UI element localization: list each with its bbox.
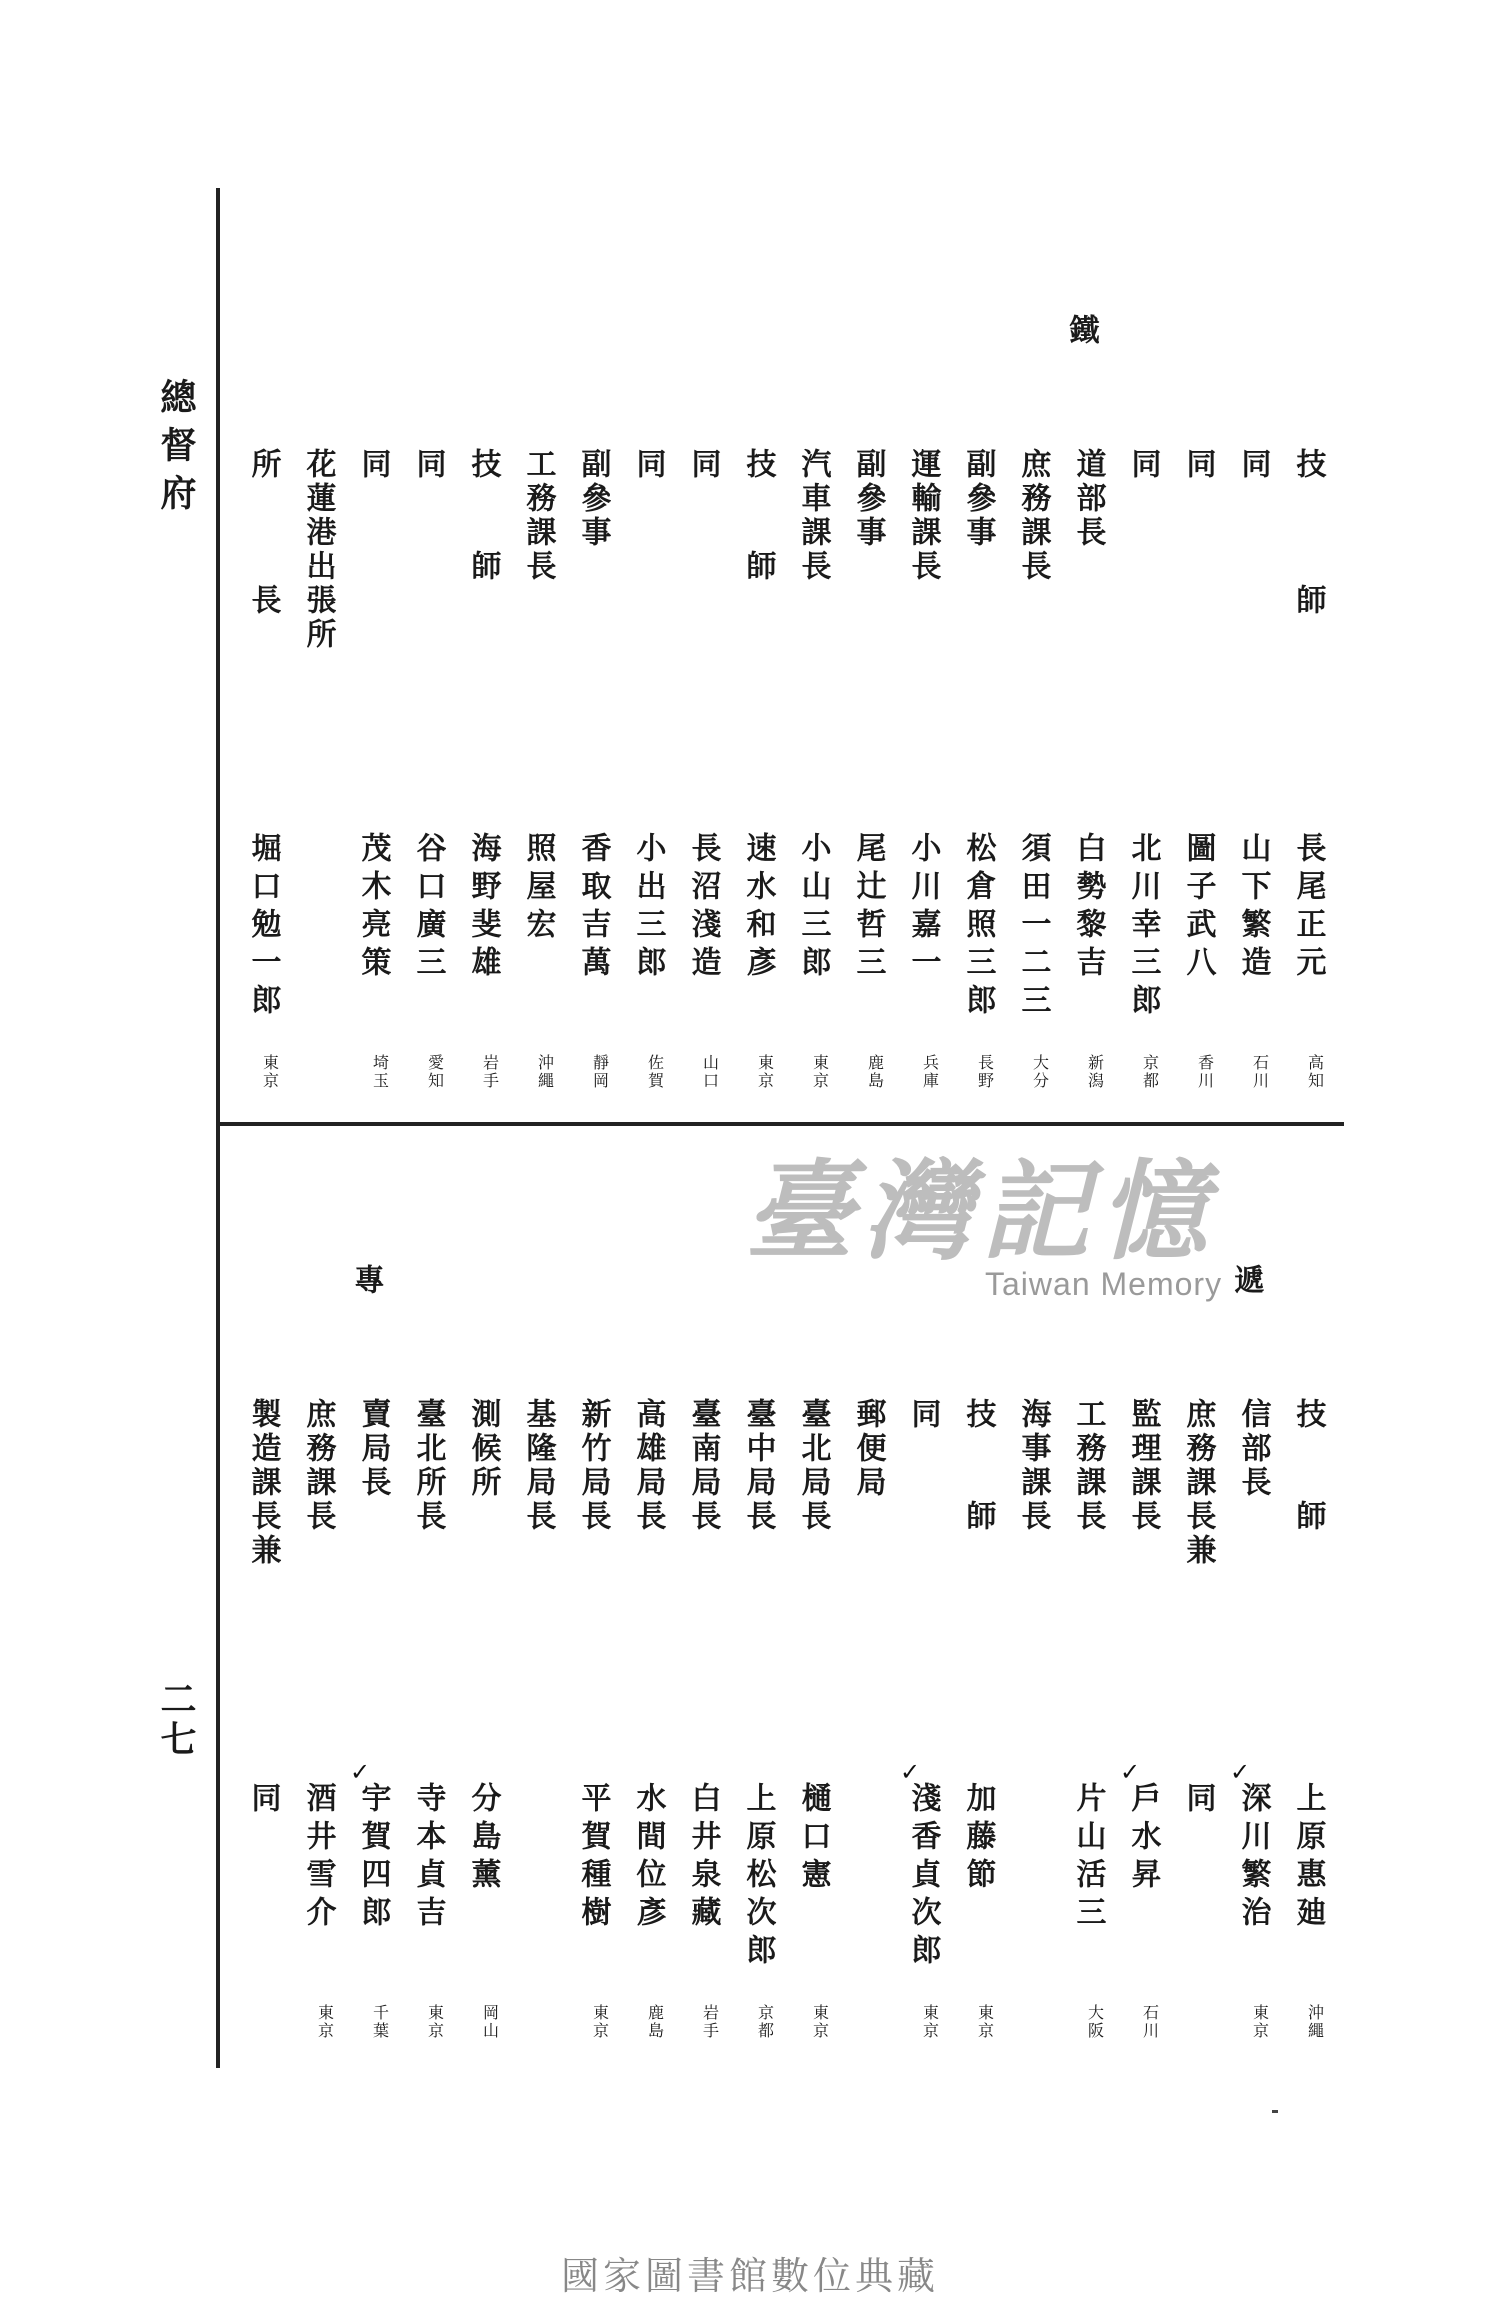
position-title: 花蓮港出張所 xyxy=(300,448,336,652)
prefecture-label: 靜岡 xyxy=(590,1054,610,1090)
roster-column xyxy=(780,390,835,1110)
person-name: 水間位彥 xyxy=(630,1782,666,1934)
prefecture-label: 岡山 xyxy=(480,2004,500,2040)
checkmark: ✓ xyxy=(1120,1758,1141,1786)
person-name: 須田一二三 xyxy=(1015,832,1051,1022)
checkmark: ✓ xyxy=(1230,1758,1251,1786)
roster-column xyxy=(340,390,395,1110)
prefecture-label: 新潟 xyxy=(1085,1054,1105,1090)
position-title: 庶務課長 xyxy=(300,1398,336,1534)
roster-column xyxy=(1055,1340,1110,2060)
person-name: 尾辻哲三 xyxy=(850,832,886,984)
person-name: 山下繁造 xyxy=(1235,832,1271,984)
roster-column xyxy=(670,1340,725,2060)
prefecture-label: 大分 xyxy=(1030,1054,1050,1090)
roster-column xyxy=(1110,1340,1165,2060)
prefecture-label: 岩手 xyxy=(700,2004,720,2040)
prefecture-label xyxy=(238,2004,278,2060)
person-name: 分島薰 xyxy=(465,1782,501,1896)
position-title: 郵便局 xyxy=(850,1398,886,1500)
position-title: 賣局長 xyxy=(355,1398,391,1500)
roster-column xyxy=(230,1340,285,2060)
person-name: 小山三郎 xyxy=(795,832,831,984)
roster-column xyxy=(505,1340,560,2060)
person-name xyxy=(513,1782,553,1992)
prefecture-label: 東京 xyxy=(1250,2004,1270,2040)
person-name: 寺本貞吉 xyxy=(410,1782,446,1934)
roster-column xyxy=(1000,1340,1055,2060)
person-name xyxy=(843,1782,883,1992)
top-roster-section xyxy=(230,314,1330,1110)
taiwan-memory-watermark xyxy=(745,1149,1245,1328)
position-title: 監理課長 xyxy=(1125,1398,1161,1534)
roster-column xyxy=(1055,314,1110,1110)
prefecture-label: 東京 xyxy=(755,1054,775,1090)
roster-column xyxy=(450,390,505,1110)
section-header-char: 遞 xyxy=(1228,1264,1264,1300)
person-name: 淺香貞次郎 xyxy=(905,1782,941,1972)
position-title: 新竹局長 xyxy=(575,1398,611,1534)
roster-column xyxy=(1165,390,1220,1110)
position-title: 庶務課長兼 xyxy=(1180,1398,1216,1568)
horizontal-rule xyxy=(216,1122,1344,1126)
position-title: 測候所 xyxy=(465,1398,501,1500)
position-title: 基隆局長 xyxy=(520,1398,556,1534)
person-name: 海野斐雄 xyxy=(465,832,501,984)
position-title: 製造課長兼 xyxy=(245,1398,281,1568)
position-title: 臺北所長 xyxy=(410,1398,446,1534)
position-title: 同 xyxy=(355,448,391,482)
position-title: 庶務課長 xyxy=(1015,448,1051,584)
position-title: 副參事 xyxy=(960,448,996,550)
person-name: 片山活三 xyxy=(1070,1782,1106,1934)
person-name: 小川嘉一 xyxy=(905,832,941,984)
prefecture-label: 京都 xyxy=(755,2004,775,2040)
person-name xyxy=(293,832,333,1042)
person-name: 小出三郎 xyxy=(630,832,666,984)
position-title: 工務課長 xyxy=(520,448,556,584)
roster-column xyxy=(890,1340,945,2060)
prefecture-label: 東京 xyxy=(810,1054,830,1090)
prefecture-label: 東京 xyxy=(920,2004,940,2040)
position-title: 同 xyxy=(1235,448,1271,482)
person-name: 同 xyxy=(245,1782,281,1820)
person-name: 戶水昇 xyxy=(1125,1782,1161,1896)
position-title: 所 長 xyxy=(245,448,281,618)
prefecture-label: 鹿島 xyxy=(865,1054,885,1090)
prefecture-label xyxy=(1008,2004,1048,2060)
roster-column xyxy=(1275,1340,1330,2060)
watermark-chinese: 臺灣記憶 xyxy=(745,1149,1218,1275)
margin-title: 總督府 xyxy=(155,378,197,522)
prefecture-label: 千葉 xyxy=(370,2004,390,2040)
roster-column xyxy=(1275,390,1330,1110)
position-title: 副參事 xyxy=(850,448,886,550)
roster-column xyxy=(615,1340,670,2060)
section-header-char: 鐵 xyxy=(1063,314,1099,350)
prefecture-label: 東京 xyxy=(975,2004,995,2040)
position-title: 同 xyxy=(685,448,721,482)
roster-column xyxy=(780,1340,835,2060)
person-name: 白勢黎吉 xyxy=(1070,832,1106,984)
person-name: 北川幸三郎 xyxy=(1125,832,1161,1022)
roster-column xyxy=(1165,1340,1220,2060)
footer-archive-label: 國家圖書館數位典藏 xyxy=(560,2254,939,2298)
position-title: 高雄局長 xyxy=(630,1398,666,1534)
section-header-char: 專 xyxy=(348,1264,384,1300)
position-title: 技 師 xyxy=(960,1398,996,1534)
person-name: 照屋宏 xyxy=(520,832,556,946)
prefecture-label xyxy=(843,2004,883,2060)
position-title: 技 師 xyxy=(1290,1398,1326,1534)
prefecture-label: 東京 xyxy=(810,2004,830,2040)
vertical-rule xyxy=(216,188,220,2068)
roster-column xyxy=(560,390,615,1110)
position-title: 工務課長 xyxy=(1070,1398,1106,1534)
checkmark: ✓ xyxy=(900,1758,921,1786)
roster-column xyxy=(725,1340,780,2060)
prefecture-label: 佐賀 xyxy=(645,1054,665,1090)
position-title: 臺中局長 xyxy=(740,1398,776,1534)
person-name: 加藤節 xyxy=(960,1782,996,1896)
roster-column xyxy=(1000,390,1055,1110)
person-name: 茂木亮策 xyxy=(355,832,391,984)
prefecture-label: 長野 xyxy=(975,1054,995,1090)
prefecture-label: 兵庫 xyxy=(920,1054,940,1090)
position-title: 海事課長 xyxy=(1015,1398,1051,1534)
position-title: 臺北局長 xyxy=(795,1398,831,1534)
roster-column xyxy=(1220,1264,1275,2060)
roster-column xyxy=(615,390,670,1110)
roster-column xyxy=(340,1264,395,2060)
position-title: 信部長 xyxy=(1235,1398,1271,1500)
prefecture-label: 埼玉 xyxy=(370,1054,390,1090)
person-name: 白井泉藏 xyxy=(685,1782,721,1934)
prefecture-label xyxy=(513,2004,553,2060)
roster-column xyxy=(230,390,285,1110)
position-title: 技 師 xyxy=(465,448,501,584)
position-title: 同 xyxy=(1125,448,1161,482)
roster-column xyxy=(395,1340,450,2060)
prefecture-label: 山口 xyxy=(700,1054,720,1090)
stray-mark xyxy=(1272,2110,1278,2113)
prefecture-label: 香川 xyxy=(1195,1054,1215,1090)
roster-column xyxy=(725,390,780,1110)
roster-column xyxy=(505,390,560,1110)
roster-column xyxy=(945,1340,1000,2060)
prefecture-label xyxy=(293,1054,333,1110)
watermark-english: Taiwan Memory xyxy=(985,1266,1223,1302)
prefecture-label: 高知 xyxy=(1305,1054,1325,1090)
position-title: 同 xyxy=(1180,448,1216,482)
position-title: 臺南局長 xyxy=(685,1398,721,1534)
position-title: 技 師 xyxy=(1290,448,1326,618)
person-name: 宇賀四郎 xyxy=(355,1782,391,1934)
prefecture-label: 東京 xyxy=(315,2004,335,2040)
roster-column xyxy=(890,390,945,1110)
prefecture-label: 石川 xyxy=(1140,2004,1160,2040)
person-name: 同 xyxy=(1180,1782,1216,1820)
position-title: 同 xyxy=(905,1398,941,1432)
prefecture-label xyxy=(1173,2004,1213,2060)
prefecture-label: 石川 xyxy=(1250,1054,1270,1090)
person-name: 堀口勉一郎 xyxy=(245,832,281,1022)
prefecture-label: 岩手 xyxy=(480,1054,500,1090)
person-name: 圖子武八 xyxy=(1180,832,1216,984)
position-title: 副參事 xyxy=(575,448,611,550)
position-title: 運輸課長 xyxy=(905,448,941,584)
roster-column xyxy=(285,1340,340,2060)
person-name: 酒井雪介 xyxy=(300,1782,336,1934)
prefecture-label: 東京 xyxy=(260,1054,280,1090)
roster-column xyxy=(1110,390,1165,1110)
roster-column xyxy=(560,1340,615,2060)
person-name: 深川繁治 xyxy=(1235,1782,1271,1934)
person-name: 上原松次郎 xyxy=(740,1782,776,1972)
prefecture-label: 沖繩 xyxy=(1305,2004,1325,2040)
prefecture-label: 鹿島 xyxy=(645,2004,665,2040)
prefecture-label: 大阪 xyxy=(1085,2004,1105,2040)
roster-column xyxy=(285,390,340,1110)
roster-column xyxy=(670,390,725,1110)
roster-column xyxy=(395,390,450,1110)
person-name: 樋口憲 xyxy=(795,1782,831,1896)
checkmark: ✓ xyxy=(350,1758,371,1786)
roster-column xyxy=(835,390,890,1110)
position-title: 汽車課長 xyxy=(795,448,831,584)
person-name: 香取吉萬 xyxy=(575,832,611,984)
prefecture-label: 東京 xyxy=(590,2004,610,2040)
person-name: 長沼淺造 xyxy=(685,832,721,984)
person-name: 長尾正元 xyxy=(1290,832,1326,984)
prefecture-label: 東京 xyxy=(425,2004,445,2040)
roster-column xyxy=(450,1340,505,2060)
prefecture-label: 京都 xyxy=(1140,1054,1160,1090)
person-name xyxy=(1008,1782,1048,1992)
prefecture-label: 沖繩 xyxy=(535,1054,555,1090)
position-title: 同 xyxy=(630,448,666,482)
roster-column xyxy=(835,1340,890,2060)
person-name: 平賀種樹 xyxy=(575,1782,611,1934)
person-name: 速水和彥 xyxy=(740,832,776,984)
position-title: 技 師 xyxy=(740,448,776,584)
roster-column xyxy=(945,390,1000,1110)
position-title: 同 xyxy=(410,448,446,482)
prefecture-label: 愛知 xyxy=(425,1054,445,1090)
person-name: 谷口廣三 xyxy=(410,832,446,984)
person-name: 上原惠廸 xyxy=(1290,1782,1326,1934)
position-title: 道部長 xyxy=(1070,448,1106,550)
roster-column xyxy=(1220,390,1275,1110)
page-number: 二七 xyxy=(155,1680,197,1760)
person-name: 松倉照三郎 xyxy=(960,832,996,1022)
